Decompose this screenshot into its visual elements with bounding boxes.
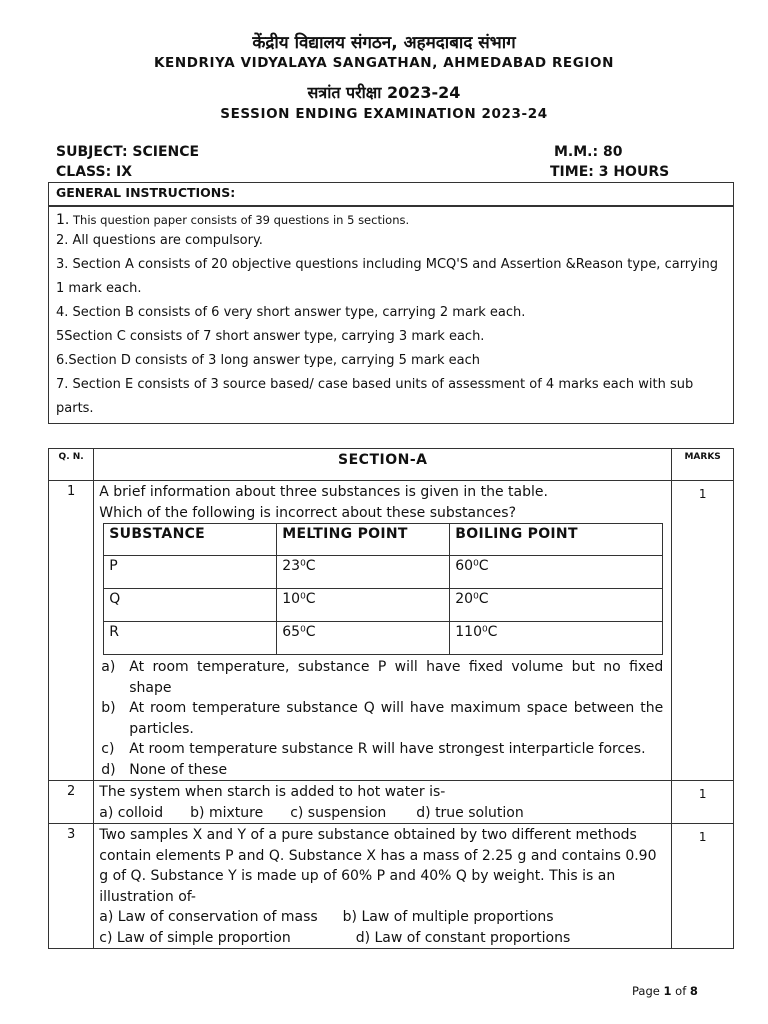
melting-cell: 23⁰C: [277, 556, 450, 589]
question-row: [49, 824, 734, 949]
option-text: At room temperature, substance P will have fixed volume but no fixed shape: [129, 659, 664, 696]
substance-row: [104, 556, 663, 589]
option-label: b): [101, 700, 116, 716]
boiling-cell: 20⁰C: [450, 589, 663, 622]
option-b: b) Law of multiple proportions: [342, 909, 554, 925]
instructions-box: [48, 206, 734, 424]
subject-label: SUBJECT: SCIENCE: [56, 144, 200, 160]
option-a: [99, 657, 663, 698]
option-c: c) suspension: [290, 804, 387, 821]
instruction-number: 1.: [56, 212, 70, 228]
question-text: The system when starch is added to hot water is-: [99, 784, 446, 800]
question-text: Which of the following is incorrect about these substances?: [99, 504, 517, 521]
instruction-item: 7. Section E consists of 3 source based/ case based units of assessment of 4 marks each with sub parts.: [56, 377, 694, 416]
class-label: CLASS: IX: [56, 164, 133, 180]
question-body: [94, 481, 672, 781]
section-title: SECTION-A: [94, 449, 672, 481]
question-number: 3: [49, 824, 94, 949]
option-d: [99, 760, 663, 781]
question-marks: 1: [672, 824, 734, 949]
english-exam-title: SESSION ENDING EXAMINATION 2023-24: [220, 106, 548, 122]
substance-cell: Q: [104, 589, 277, 622]
option-a: a) colloid: [99, 804, 164, 821]
question-marks: 1: [672, 781, 734, 824]
question-text: A brief information about three substances is given in the table.: [99, 484, 548, 500]
hindi-org-title: केंद्रीय विद्यालय संगठन, अहमदाबाद संभाग: [252, 33, 516, 53]
substance-cell: R: [104, 622, 277, 655]
substance-table: [103, 523, 663, 655]
option-b: [99, 698, 663, 739]
question-number: 2: [49, 781, 94, 824]
question-number: 1: [49, 481, 94, 781]
instruction-item: 4. Section B consists of 6 very short answer type, carrying 2 mark each.: [56, 305, 526, 320]
melting-cell: 65⁰C: [277, 622, 450, 655]
melting-cell: 10⁰C: [277, 589, 450, 622]
boiling-cell: 60⁰C: [450, 556, 663, 589]
instruction-item: 2. All questions are compulsory.: [56, 233, 263, 248]
qn-header: Q. N.: [49, 449, 94, 481]
boiling-cell: 110⁰C: [450, 622, 663, 655]
page-number: [632, 984, 698, 998]
question-table: [48, 448, 734, 949]
option-text: At room temperature substance R will have strongest interparticle forces.: [129, 741, 646, 757]
substance-cell: P: [104, 556, 277, 589]
option-label: d): [101, 761, 116, 778]
option-b: b) mixture: [190, 804, 264, 821]
option-d: d) Law of constant proportions: [355, 929, 571, 946]
english-org-title: KENDRIYA VIDYALAYA SANGATHAN, AHMEDABAD REGION: [153, 55, 615, 71]
question-body: [94, 781, 672, 824]
total-pages: 8: [689, 984, 698, 998]
substance-row: [104, 589, 663, 622]
instruction-item: 6.Section D consists of 3 long answer type, carrying 5 mark each: [56, 353, 481, 368]
max-marks-label: M.M.: 80: [554, 144, 623, 160]
question-body: [94, 824, 672, 949]
instruction-item: [56, 211, 726, 229]
time-label: TIME: 3 HOURS: [550, 164, 670, 180]
instruction-item: 5Section C consists of 7 short answer type, carrying 3 mark each.: [56, 329, 485, 344]
question-marks: 1: [672, 481, 734, 781]
option-d: d) true solution: [416, 804, 524, 821]
question-row: [49, 481, 734, 781]
options-line: [99, 907, 663, 928]
option-c: c) Law of simple proportion: [99, 929, 291, 946]
boiling-col-header: BOILING POINT: [450, 524, 663, 556]
instruction-item: 3. Section A consists of 20 objective questions including MCQ'S and Assertion &Reason type, carrying 1 mark each.: [56, 257, 718, 296]
instruction-text: This question paper consists of 39 questions in 5 sections.: [69, 213, 410, 227]
question-table-header: [49, 449, 734, 481]
current-page: 1: [663, 984, 672, 998]
options-line: [99, 928, 663, 949]
option-text: At room temperature substance Q will have maximum space between the particles.: [129, 700, 664, 737]
question-row: [49, 781, 734, 824]
option-c: [99, 739, 663, 760]
hindi-exam-title: सत्रांत परीक्षा 2023-24: [307, 83, 461, 102]
melting-col-header: MELTING POINT: [277, 524, 450, 556]
substance-table-header: [104, 524, 663, 556]
substance-row: [104, 622, 663, 655]
marks-header: MARKS: [672, 449, 734, 481]
page-prefix: Page: [632, 984, 664, 998]
page-of: of: [671, 984, 690, 998]
option-label: a): [101, 659, 116, 675]
substance-col-header: SUBSTANCE: [104, 524, 277, 556]
options-line: [99, 803, 663, 824]
option-a: a) Law of conservation of mass: [99, 909, 318, 925]
option-text: None of these: [129, 761, 228, 778]
option-label: c): [101, 741, 115, 757]
question-text: Two samples X and Y of a pure substance obtained by two different methods contain elements P and Q. Substance X has a mass of 2.25 g and contains 0.90 g of Q. Substance Y is made up of 60% P and 40% Q by weight. This is an illustration of-: [99, 827, 657, 905]
instructions-title: GENERAL INSTRUCTIONS:: [48, 182, 734, 206]
